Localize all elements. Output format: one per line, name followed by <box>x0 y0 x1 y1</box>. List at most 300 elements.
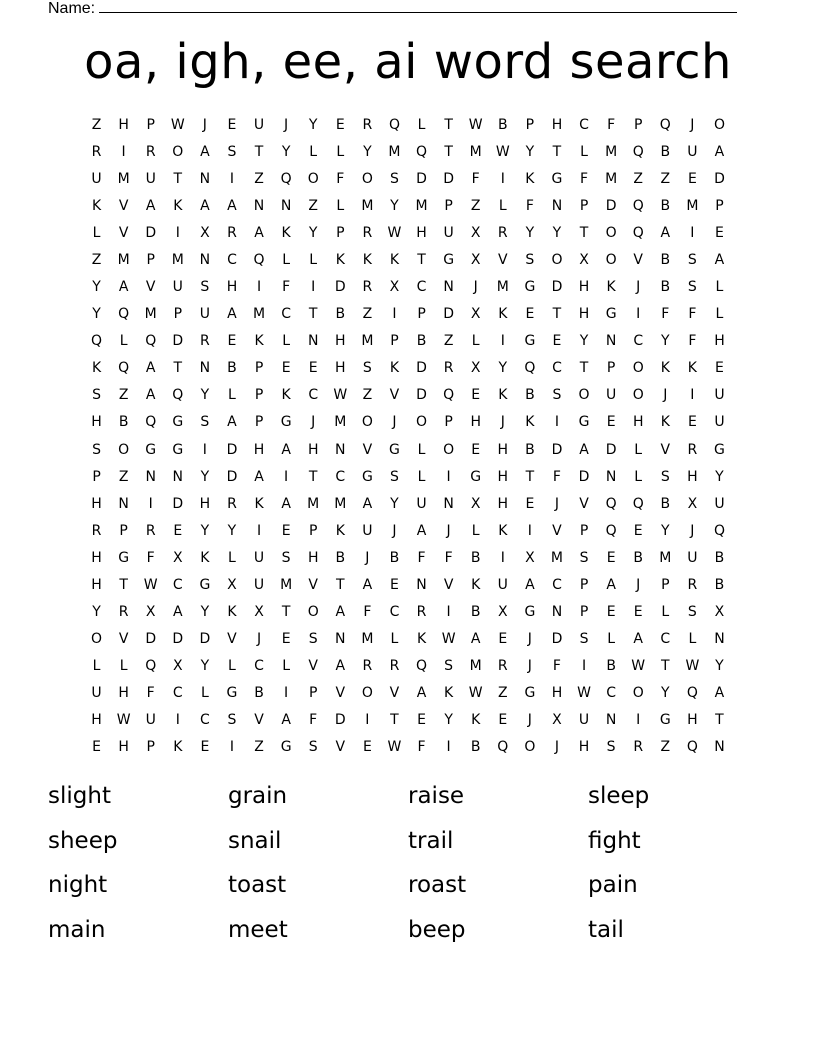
grid-letter: S <box>687 604 697 621</box>
grid-letter: Y <box>390 495 399 512</box>
grid-letter: X <box>254 604 264 621</box>
grid-letter: E <box>498 712 508 729</box>
grid-letter: U <box>714 387 725 404</box>
grid-letter: Z <box>633 170 643 187</box>
grid-letter: J <box>690 116 695 133</box>
grid-letter: V <box>498 251 508 268</box>
grid-letter: Y <box>444 712 453 729</box>
grid-letter: D <box>145 224 157 241</box>
grid-letter: G <box>659 712 671 729</box>
grid-letter: J <box>365 549 370 566</box>
grid-letter: J <box>392 414 397 431</box>
grid-letter: L <box>336 197 345 214</box>
grid-letter: P <box>308 522 318 539</box>
name-underline[interactable] <box>99 0 737 13</box>
grid-letter: B <box>227 360 237 377</box>
grid-letter: X <box>687 495 698 512</box>
grid-letter: U <box>443 224 454 241</box>
grid-letter: L <box>228 549 236 566</box>
grid-letter: G <box>524 685 536 702</box>
grid-letter: Y <box>715 658 724 675</box>
grid-letter: C <box>606 685 616 702</box>
word-list-item: main <box>48 916 106 943</box>
grid-letter: Z <box>254 739 264 756</box>
grid-letter: Q <box>632 143 644 160</box>
grid-letter: C <box>172 576 183 593</box>
page-title: oa, igh, ee, ai word search <box>84 34 732 90</box>
grid-letter: A <box>470 631 481 648</box>
grid-letter: I <box>284 468 289 485</box>
word-list-item: toast <box>228 872 287 898</box>
grid-letter: R <box>91 522 102 539</box>
grid-letter: M <box>361 631 374 648</box>
grid-letter: U <box>687 143 698 160</box>
grid-letter: Q <box>388 116 400 133</box>
grid-letter: S <box>362 360 372 377</box>
word-list-item: slight <box>48 783 111 809</box>
grid-letter: X <box>470 306 481 323</box>
grid-letter: E <box>362 739 372 756</box>
grid-letter: Q <box>713 522 725 539</box>
grid-letter: U <box>253 576 265 593</box>
grid-letter: T <box>579 224 589 241</box>
grid-letter: A <box>714 685 725 702</box>
word-list-item: trail <box>408 827 454 854</box>
grid-letter: T <box>417 251 426 268</box>
grid-letter: W <box>387 224 402 241</box>
grid-letter: Q <box>280 170 292 187</box>
grid-letter: Q <box>686 685 698 702</box>
grid-letter: S <box>200 279 210 296</box>
grid-letter: R <box>91 143 102 160</box>
grid-letter: I <box>500 333 505 350</box>
grid-letter: N <box>714 739 725 756</box>
grid-letter: U <box>145 712 156 729</box>
grid-letter: N <box>443 279 454 296</box>
grid-letter: Z <box>118 387 129 404</box>
grid-letter: B <box>254 685 264 702</box>
grid-letter: H <box>578 306 590 323</box>
grid-letter: N <box>199 360 211 377</box>
grid-letter: D <box>226 441 238 458</box>
grid-letter: E <box>687 170 697 187</box>
grid-letter: E <box>227 333 237 350</box>
grid-letter: Z <box>308 197 318 214</box>
grid-letter: A <box>173 604 183 621</box>
grid-letter: S <box>687 279 697 296</box>
grid-letter: B <box>335 549 346 566</box>
grid-letter: F <box>661 306 670 323</box>
word-list-item: snail <box>228 827 282 854</box>
grid-letter: X <box>525 549 535 566</box>
grid-letter: O <box>632 685 644 702</box>
grid-letter: K <box>444 685 454 702</box>
grid-letter: O <box>605 251 617 268</box>
grid-letter: U <box>497 576 508 593</box>
grid-letter: Y <box>525 143 535 160</box>
grid-letter: E <box>715 360 724 377</box>
grid-letter: K <box>281 387 291 404</box>
grid-letter: U <box>145 170 156 187</box>
grid-letter: E <box>606 414 616 431</box>
grid-letter: Z <box>660 739 671 756</box>
grid-letter: R <box>200 333 210 350</box>
grid-letter: A <box>362 576 373 593</box>
grid-letter: T <box>579 360 589 377</box>
grid-letter: D <box>551 441 563 458</box>
grid-letter: U <box>362 522 373 539</box>
grid-letter: P <box>525 116 535 133</box>
grid-letter: G <box>172 414 184 431</box>
grid-letter: X <box>200 224 210 241</box>
grid-letter: E <box>687 414 697 431</box>
grid-letter: F <box>552 658 561 675</box>
grid-letter: X <box>172 549 183 566</box>
grid-letter: I <box>500 549 505 566</box>
grid-letter: E <box>606 604 616 621</box>
grid-letter: X <box>714 604 725 621</box>
grid-letter: R <box>443 360 454 377</box>
grid-letter: E <box>498 631 508 648</box>
grid-letter: Y <box>363 143 372 160</box>
grid-letter: D <box>416 387 427 404</box>
grid-letter: V <box>227 631 237 648</box>
grid-letter: X <box>470 224 481 241</box>
grid-letter: K <box>389 251 400 268</box>
word-list-item: tail <box>588 916 624 943</box>
grid-letter: I <box>500 170 505 187</box>
grid-letter: K <box>471 712 481 729</box>
grid-letter: K <box>498 387 508 404</box>
grid-letter: F <box>552 468 561 485</box>
grid-letter: H <box>416 224 427 241</box>
grid-letter: D <box>145 631 157 648</box>
grid-letter: B <box>714 576 725 593</box>
grid-letter: I <box>148 495 153 512</box>
grid-letter: P <box>606 360 616 377</box>
grid-letter: P <box>579 197 589 214</box>
grid-letter: K <box>687 360 697 377</box>
grid-letter: A <box>145 387 156 404</box>
grid-letter: S <box>227 712 237 729</box>
grid-letter: A <box>416 522 427 539</box>
grid-letter: V <box>118 224 129 241</box>
grid-letter: W <box>333 387 348 404</box>
grid-letter: N <box>280 197 292 214</box>
grid-letter: V <box>389 387 400 404</box>
grid-letter: S <box>200 414 210 431</box>
grid-letter: D <box>334 712 346 729</box>
grid-letter: I <box>256 522 262 539</box>
grid-letter: K <box>335 522 345 539</box>
grid-letter: J <box>663 387 668 404</box>
grid-letter: F <box>417 739 426 756</box>
grid-letter: W <box>170 116 185 133</box>
grid-letter: N <box>253 197 265 214</box>
grid-letter: T <box>308 306 318 323</box>
grid-letter: P <box>254 414 264 431</box>
grid-letter: B <box>525 441 535 458</box>
grid-letter: G <box>605 306 617 323</box>
grid-letter: D <box>443 170 454 187</box>
grid-letter: U <box>416 495 427 512</box>
grid-letter: D <box>714 170 725 187</box>
grid-letter: O <box>551 251 563 268</box>
grid-letter: F <box>688 333 697 350</box>
grid-letter: H <box>253 441 265 458</box>
grid-letter: L <box>390 631 399 648</box>
grid-letter: O <box>578 387 590 404</box>
grid-letter: W <box>631 658 646 675</box>
grid-letter: J <box>527 712 532 729</box>
grid-letter: Y <box>308 116 318 133</box>
grid-letter: E <box>715 224 724 241</box>
grid-letter: U <box>91 170 102 187</box>
grid-letter: B <box>416 333 427 350</box>
grid-letter: N <box>199 251 211 268</box>
grid-letter: G <box>199 576 211 593</box>
grid-letter: Q <box>253 251 265 268</box>
grid-letter: F <box>146 549 155 566</box>
grid-letter: B <box>660 251 671 268</box>
grid-letter: T <box>390 712 399 729</box>
grid-letter: H <box>91 712 102 729</box>
grid-letter: D <box>199 631 211 648</box>
grid-letter: P <box>633 116 643 133</box>
grid-letter: U <box>253 116 265 133</box>
grid-letter: Q <box>172 387 184 404</box>
grid-letter: K <box>91 360 102 377</box>
grid-letter: V <box>308 576 318 593</box>
grid-letter: A <box>281 495 291 512</box>
grid-letter: H <box>551 685 563 702</box>
grid-letter: K <box>281 224 291 241</box>
grid-letter: D <box>551 279 563 296</box>
grid-letter: H <box>307 441 319 458</box>
grid-letter: L <box>688 631 697 648</box>
grid-letter: A <box>254 224 264 241</box>
grid-letter: E <box>633 522 643 539</box>
grid-letter: R <box>362 116 373 133</box>
grid-letter: M <box>550 549 563 566</box>
grid-letter: G <box>524 279 536 296</box>
grid-letter: M <box>117 251 130 268</box>
grid-letter: S <box>552 387 562 404</box>
grid-letter: E <box>471 387 481 404</box>
grid-letter: J <box>446 522 451 539</box>
grid-letter: Y <box>200 658 210 675</box>
grid-letter: L <box>282 333 291 350</box>
grid-letter: G <box>524 333 536 350</box>
grid-letter: S <box>390 170 399 187</box>
grid-letter: X <box>579 251 589 268</box>
grid-letter: D <box>416 170 427 187</box>
grid-letter: P <box>444 197 453 214</box>
grid-letter: Y <box>281 143 291 160</box>
grid-letter: K <box>362 251 372 268</box>
grid-letter: J <box>311 414 316 431</box>
grid-letter: E <box>200 739 210 756</box>
grid-letter: T <box>173 360 183 377</box>
grid-letter: S <box>606 739 616 756</box>
grid-letter: A <box>227 414 237 431</box>
grid-letter: R <box>687 576 698 593</box>
grid-letter: K <box>173 739 183 756</box>
grid-letter: Z <box>443 333 454 350</box>
grid-letter: O <box>361 685 373 702</box>
grid-letter: P <box>661 576 670 593</box>
grid-letter: L <box>92 658 101 675</box>
grid-letter: Y <box>200 468 210 485</box>
grid-letter: R <box>416 604 427 621</box>
grid-letter: C <box>416 279 427 296</box>
grid-letter: D <box>334 279 346 296</box>
grid-letter: S <box>92 441 101 458</box>
grid-letter: F <box>417 549 426 566</box>
grid-letter: I <box>690 224 695 241</box>
grid-letter: Q <box>416 143 428 160</box>
grid-letter: C <box>172 685 183 702</box>
grid-letter: V <box>118 197 129 214</box>
grid-letter: K <box>389 360 400 377</box>
name-field[interactable] <box>48 0 737 19</box>
grid-letter: H <box>307 549 319 566</box>
grid-letter: Q <box>145 333 157 350</box>
grid-letter: B <box>660 143 671 160</box>
grid-letter: Q <box>118 360 130 377</box>
grid-letter: X <box>389 279 400 296</box>
grid-letter: L <box>715 279 724 296</box>
grid-letter: N <box>605 333 617 350</box>
grid-letter: B <box>118 414 129 431</box>
grid-letter: C <box>254 658 264 675</box>
grid-letter: E <box>390 576 399 593</box>
grid-letter: A <box>362 495 373 512</box>
grid-letter: A <box>227 197 237 214</box>
grid-letter: J <box>500 414 505 431</box>
word-list-item: sleep <box>588 783 650 809</box>
grid-letter: O <box>172 143 184 160</box>
grid-letter: R <box>145 522 156 539</box>
grid-letter: O <box>361 414 373 431</box>
grid-letter: Q <box>632 197 644 214</box>
grid-letter: Z <box>497 685 508 702</box>
grid-letter: W <box>143 576 158 593</box>
grid-letter: L <box>282 658 291 675</box>
grid-letter: K <box>525 170 535 187</box>
grid-letter: E <box>525 495 535 512</box>
grid-letter: A <box>416 685 427 702</box>
grid-letter: J <box>527 631 532 648</box>
grid-letter: Q <box>118 306 130 323</box>
grid-letter: O <box>91 631 103 648</box>
grid-letter: Q <box>416 658 428 675</box>
grid-letter: A <box>254 468 264 485</box>
grid-letter: S <box>579 549 589 566</box>
grid-letter: O <box>524 739 536 756</box>
grid-letter: L <box>309 251 318 268</box>
grid-letter: I <box>121 143 126 160</box>
grid-letter: Q <box>524 360 536 377</box>
grid-letter: M <box>334 414 347 431</box>
grid-letter: O <box>307 170 319 187</box>
grid-letter: H <box>497 468 509 485</box>
grid-letter: P <box>579 522 589 539</box>
grid-letter: A <box>281 441 291 458</box>
grid-letter: W <box>577 685 591 702</box>
grid-letter: I <box>175 712 180 729</box>
grid-letter: N <box>335 631 346 648</box>
grid-letter: M <box>388 143 401 160</box>
grid-letter: X <box>470 360 481 377</box>
grid-letter: G <box>361 468 373 485</box>
grid-letter: D <box>605 197 617 214</box>
grid-letter: M <box>334 495 347 512</box>
grid-letter: U <box>714 495 725 512</box>
grid-letter: G <box>524 604 536 621</box>
grid-letter: E <box>417 712 426 729</box>
grid-letter: S <box>227 143 237 160</box>
grid-letter: I <box>256 279 262 296</box>
grid-letter: W <box>116 712 131 729</box>
grid-letter: A <box>335 604 346 621</box>
grid-letter: X <box>470 251 481 268</box>
word-list-item: beep <box>408 916 466 943</box>
grid-letter: H <box>91 576 102 593</box>
grid-letter: Y <box>525 224 535 241</box>
grid-letter: D <box>551 631 563 648</box>
grid-letter: N <box>416 576 427 593</box>
grid-letter: R <box>118 604 129 621</box>
grid-letter: D <box>443 306 454 323</box>
grid-letter: L <box>119 333 128 350</box>
grid-letter: Z <box>362 306 373 323</box>
grid-letter: B <box>633 549 643 566</box>
grid-letter: B <box>470 549 481 566</box>
grid-letter: I <box>554 414 560 431</box>
grid-letter: H <box>470 414 481 431</box>
grid-letter: A <box>281 712 291 729</box>
grid-letter: R <box>362 224 373 241</box>
grid-letter: I <box>175 224 180 241</box>
grid-letter: M <box>659 549 672 566</box>
grid-letter: F <box>309 712 318 729</box>
grid-letter: R <box>362 658 373 675</box>
grid-letter: L <box>580 143 588 160</box>
grid-letter: H <box>714 333 725 350</box>
grid-letter: N <box>551 604 563 621</box>
grid-letter: F <box>282 279 291 296</box>
grid-letter: T <box>444 143 453 160</box>
grid-letter: N <box>605 468 617 485</box>
grid-letter: W <box>468 685 483 702</box>
grid-letter: E <box>281 522 291 539</box>
grid-letter: T <box>119 576 128 593</box>
grid-letter: L <box>336 143 345 160</box>
grid-letter: Y <box>92 306 101 323</box>
grid-letter: H <box>91 414 102 431</box>
grid-letter: Q <box>91 333 103 350</box>
grid-letter: L <box>228 387 236 404</box>
grid-letter: N <box>307 333 319 350</box>
grid-letter: M <box>605 170 618 187</box>
grid-letter: L <box>607 631 616 648</box>
grid-letter: I <box>581 658 587 675</box>
grid-letter: L <box>417 468 426 485</box>
grid-letter: K <box>471 576 481 593</box>
grid-letter: G <box>280 739 292 756</box>
grid-letter: H <box>91 495 102 512</box>
